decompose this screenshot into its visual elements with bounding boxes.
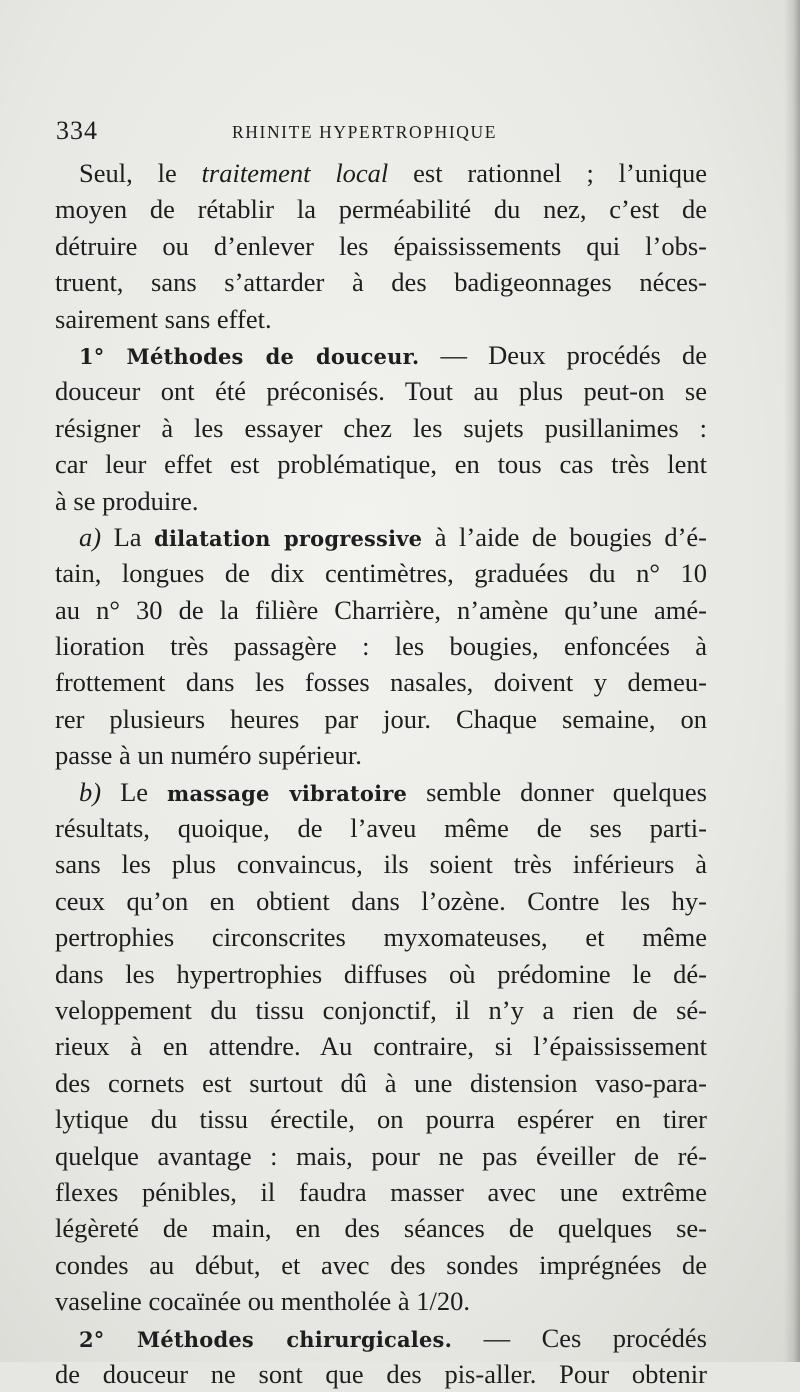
text-line (55, 592, 707, 628)
text-run: légèreté de main, en des séances de quelques se- (55, 1213, 707, 1244)
body-text (55, 155, 707, 1392)
italic-run: a) (79, 521, 102, 552)
text-run: rer plusieurs heures par jour. Chaque semaine, on (55, 703, 707, 734)
text-line (55, 446, 707, 482)
text-line (55, 155, 707, 191)
text-run: sairement sans effet. (55, 303, 272, 334)
text-run: Le (101, 776, 168, 807)
text-run: lioration très passagère : les bougies, enfoncées à (55, 631, 707, 662)
text-line (55, 1174, 707, 1210)
text-run: résigner à les essayer chez les sujets pusillanimes : (55, 412, 707, 443)
text-run: détruire ou d’enlever les épaississements qui l’obs- (55, 230, 707, 261)
bold-heading-run: 1° Méthodes de douceur. (79, 343, 420, 369)
text-line (55, 1101, 707, 1137)
text-run: — Deux procédés de (419, 339, 707, 370)
text-line (55, 992, 707, 1028)
text-run: au n° 30 de la filière Charrière, n’amène qu’une amé- (55, 594, 707, 625)
text-line (55, 373, 707, 409)
text-line (55, 301, 707, 337)
text-line (55, 337, 707, 373)
text-line (55, 628, 707, 664)
text-run: pertrophies circonscrites myxomateuses, et même (55, 922, 707, 953)
text-run: truent, sans s’attarder à des badigeonnages néces- (55, 267, 707, 298)
text-run: est rationnel ; l’unique (388, 158, 707, 188)
text-run: lytique du tissu érectile, on pourra espérer en tirer (55, 1104, 707, 1135)
text-line (55, 264, 707, 300)
text-run: car leur effet est problématique, en tous cas très lent (55, 449, 707, 480)
text-line (55, 664, 707, 700)
page-number: 334 (56, 116, 98, 145)
text-line (55, 519, 707, 555)
text-line (55, 483, 707, 519)
text-run: douceur ont été préconisés. Tout au plus peut-on se (55, 376, 707, 407)
text-line (55, 774, 707, 810)
bold-heading-run: massage vibratoire (167, 780, 408, 806)
text-run: flexes pénibles, il faudra masser avec une extrême (55, 1176, 707, 1207)
text-line (55, 1283, 707, 1319)
text-run: à se produire. (55, 485, 199, 516)
text-line (55, 810, 707, 846)
italic-run: b) (79, 776, 102, 807)
text-run: — Ces procédés (452, 1322, 707, 1353)
text-run: veloppement du tissu conjonctif, il n’y a rien de sé- (55, 994, 707, 1025)
text-run: condes au début, et avec des sondes imprégnées de (55, 1249, 707, 1280)
text-run: dans les hypertrophies diffuses où prédomine le dé- (55, 958, 707, 989)
text-run: tain, longues de dix centimètres, graduées du n° 10 (55, 558, 707, 589)
text-run: vaseline cocaïnée ou mentholée à 1/20. (55, 1286, 470, 1317)
bold-heading-run: dilatation progressive (154, 525, 423, 551)
text-run: rieux à en attendre. Au contraire, si l’épaississement (55, 1031, 707, 1062)
text-line (55, 1356, 707, 1392)
text-line (55, 1247, 707, 1283)
text-run: des cornets est surtout dû à une distension vaso-para- (55, 1067, 707, 1098)
text-run: résultats, quoique, de l’aveu même de ses parti- (55, 813, 707, 844)
text-line (55, 737, 707, 773)
bold-heading-run: 2° Méthodes chirurgicales. (79, 1326, 453, 1352)
text-run: passe à un numéro supérieur. (55, 740, 362, 771)
text-line (55, 1320, 707, 1356)
page-gutter-shadow (784, 0, 800, 1362)
text-line (55, 883, 707, 919)
text-run: moyen de rétablir la perméabilité du nez, c’est de (55, 194, 707, 225)
text-line (55, 919, 707, 955)
text-run: sans les plus convaincus, ils soient très inférieurs à (55, 849, 707, 880)
italic-run: traitement local (201, 158, 389, 188)
text-line (55, 846, 707, 882)
text-run: ceux qu’on en obtient dans l’ozène. Contre les hy- (55, 885, 707, 916)
text-line (55, 956, 707, 992)
text-line (55, 1210, 707, 1246)
text-line (55, 191, 707, 227)
text-line (55, 555, 707, 591)
text-run: semble donner quelques (407, 776, 707, 807)
text-run: frottement dans les fosses nasales, doivent y demeu- (55, 667, 707, 698)
text-run: de douceur ne sont que des pis-aller. Pour obtenir (55, 1358, 707, 1389)
text-line (55, 701, 707, 737)
text-line (55, 1065, 707, 1101)
text-run: quelque avantage : mais, pour ne pas éveiller de ré- (55, 1140, 707, 1171)
running-head: RHINITE HYPERTROPHIQUE (232, 122, 498, 142)
text-run: Seul, le (79, 158, 202, 188)
text-line (55, 228, 707, 264)
text-run: à l’aide de bougies d’é- (422, 521, 707, 552)
text-line (55, 410, 707, 446)
page-header (56, 116, 706, 146)
text-run: La (101, 521, 155, 552)
text-line (55, 1138, 707, 1174)
text-line (55, 1028, 707, 1064)
